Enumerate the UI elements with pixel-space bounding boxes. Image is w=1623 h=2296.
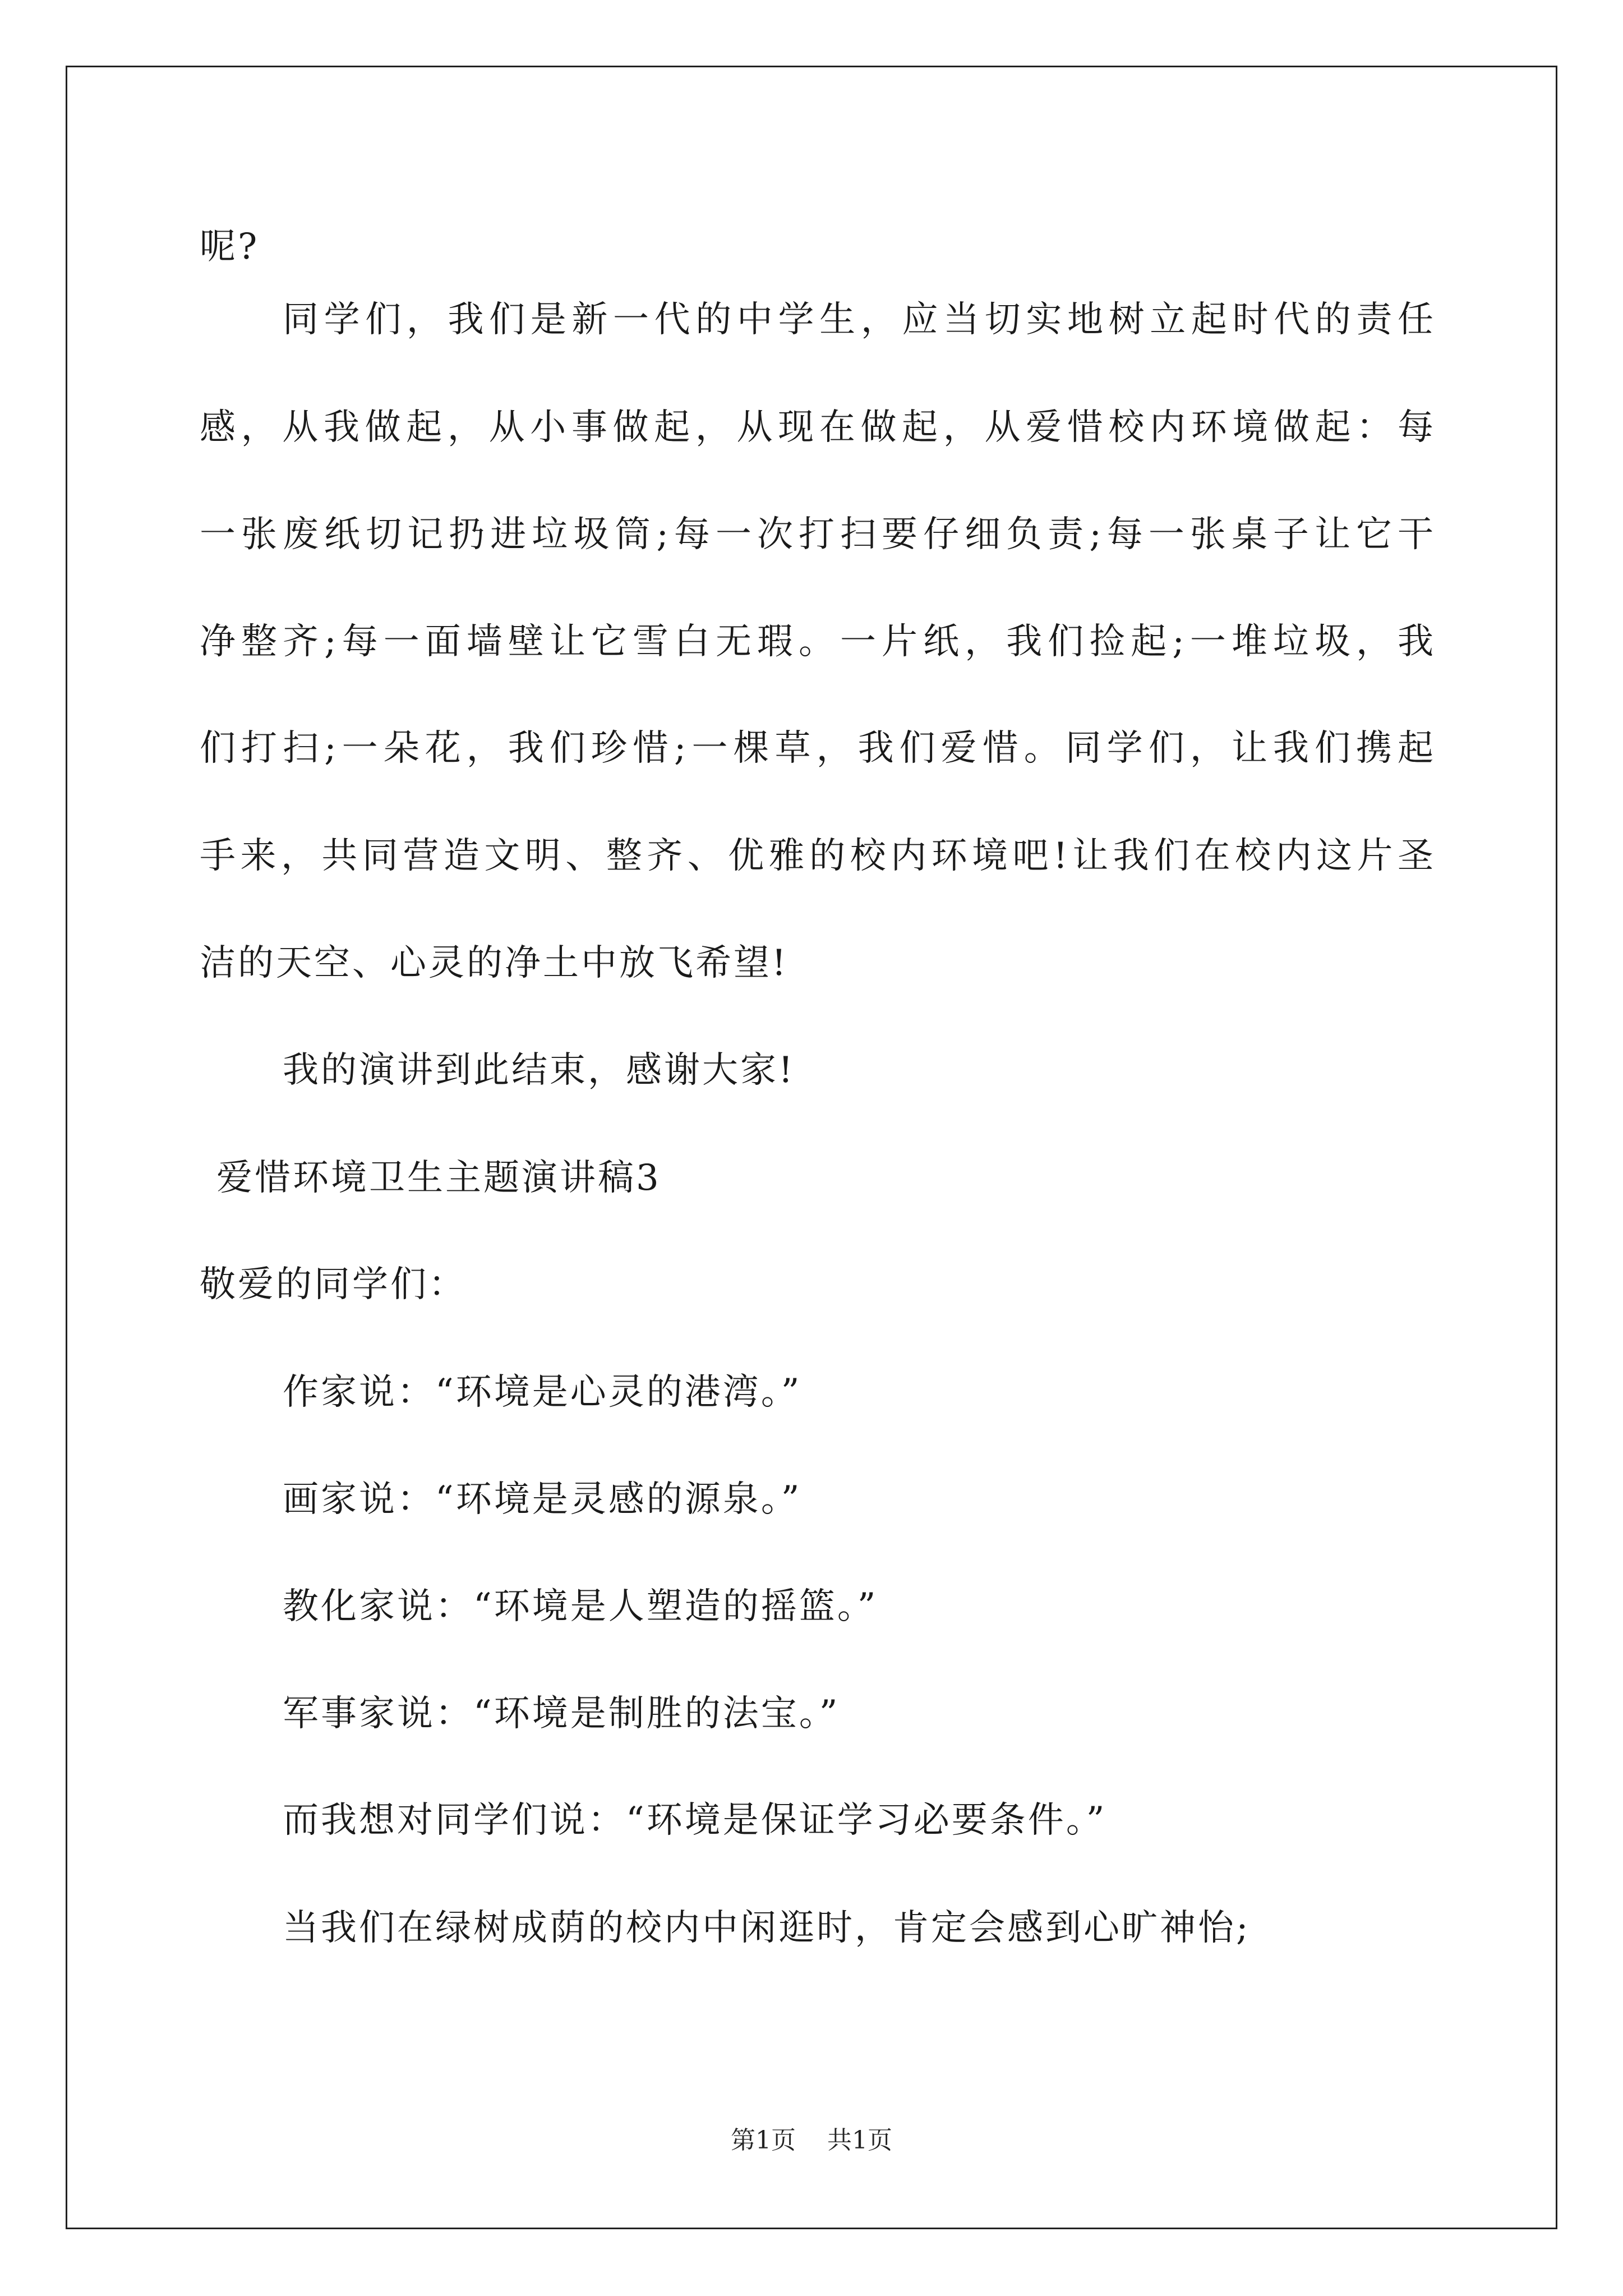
- quote-line: 军事家说：“环境是制胜的法宝。”: [283, 1693, 840, 1734]
- salutation: 敬爱的同学们：: [200, 1264, 467, 1305]
- paragraph-line: 手来，共同营造文明、整齐、优雅的校内环境吧!让我们在校内这片圣: [200, 835, 1433, 877]
- paragraph-line: 同学们，我们是新一代的中学生，应当切实地树立起时代的责任: [283, 299, 1433, 341]
- page-footer: [0, 2125, 1623, 2156]
- quote-line: 而我想对同学们说：“环境是保证学习必要条件。”: [283, 1800, 1107, 1841]
- paragraph-line: 当我们在绿树成荫的校内中闲逛时，肯定会感到心旷神怡;: [283, 1907, 1251, 1949]
- section-title: 爱惜环境卫生主题演讲稿3: [216, 1157, 661, 1199]
- paragraph-line: 我的演讲到此结束，感谢大家!: [283, 1050, 795, 1091]
- paragraph-line: 们打扫;一朵花，我们珍惜;一棵草，我们爱惜。同学们，让我们携起: [200, 728, 1433, 769]
- paragraph-line: 呢?: [200, 226, 260, 268]
- page-frame: [66, 66, 1557, 2229]
- paragraph-line: 洁的天空、心灵的净土中放飞希望!: [200, 942, 789, 984]
- quote-line: 画家说：“环境是灵感的源泉。”: [283, 1479, 802, 1520]
- quote-line: 教化家说：“环境是人塑造的摇篮。”: [283, 1586, 878, 1627]
- paragraph-line: 一张废纸切记扔进垃圾筒;每一次打扫要仔细负责;每一张桌子让它干: [200, 514, 1433, 555]
- page-number: 第1页: [731, 2126, 796, 2155]
- page-total: 共1页: [827, 2126, 892, 2155]
- paragraph-line: 净整齐;每一面墙壁让它雪白无瑕。一片纸，我们捡起;一堆垃圾，我: [200, 621, 1433, 662]
- quote-line: 作家说：“环境是心灵的港湾。”: [283, 1372, 802, 1413]
- paragraph-line: 感，从我做起，从小事做起，从现在做起，从爱惜校内环境做起：每: [200, 407, 1433, 448]
